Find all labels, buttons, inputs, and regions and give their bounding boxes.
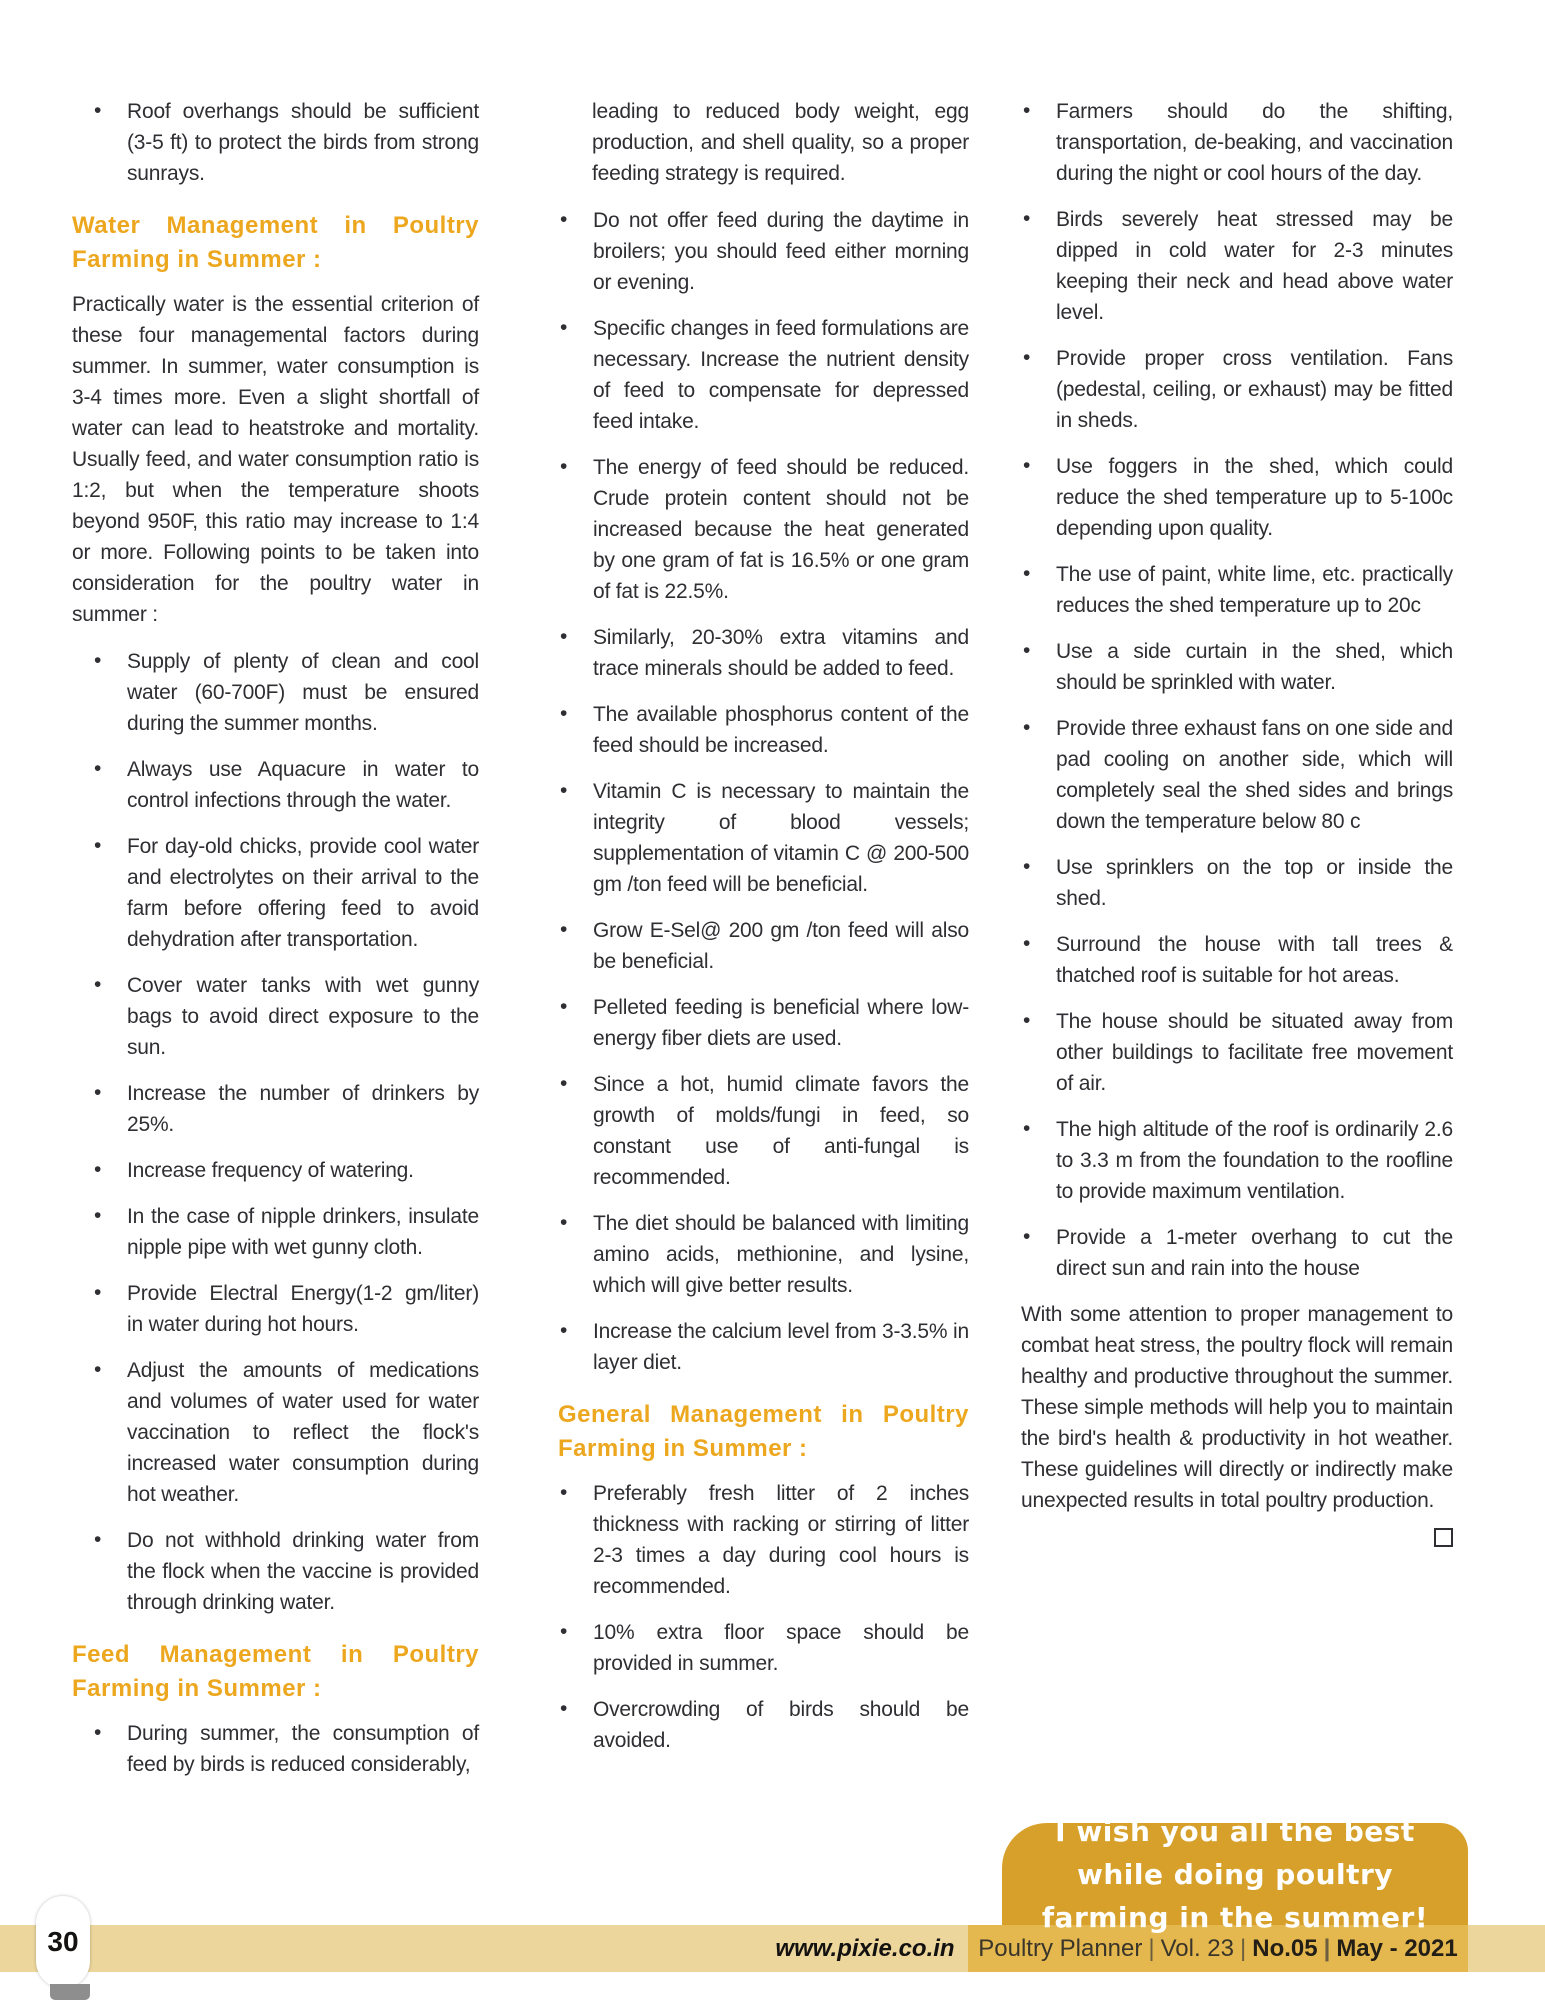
list-item: • Overcrowding of birds should be avoided. [558, 1694, 969, 1756]
bullet-icon [94, 830, 101, 861]
list-item: • Supply of plenty of clean and cool water (60-700F) must be ensured during the summer months. [72, 646, 479, 739]
bullet-icon [1023, 712, 1030, 743]
bullet-icon [94, 1077, 101, 1108]
bullet-icon [560, 991, 567, 1022]
list-item: • Do not offer feed during the daytime in broilers; you should feed either morning or evening. [558, 205, 969, 298]
bullet-icon [560, 1693, 567, 1724]
list-item: • The house should be situated away from other buildings to facilitate free movement of air. [1021, 1006, 1453, 1099]
list-item: • Farmers should do the shifting, transportation, de-beaking, and vaccination during the night or cool hours of the day. [1021, 96, 1453, 189]
feed-bullet-list [558, 205, 969, 1378]
water-bullet-list [72, 646, 479, 1618]
list-item: • Specific changes in feed formulations are necessary. Increase the nutrient density of feed to compensate for depressed feed intake. [558, 313, 969, 437]
list-item: • Use foggers in the shed, which could reduce the shed temperature up to 5-100c depending upon quality. [1021, 451, 1453, 544]
bullet-icon [560, 1068, 567, 1099]
general-bullet-list [1021, 96, 1453, 1284]
bullet-icon [560, 451, 567, 482]
bullet-icon [94, 1200, 101, 1231]
bullet-icon [94, 1354, 101, 1385]
list-item: • Cover water tanks with wet gunny bags to avoid direct exposure to the sun. [72, 970, 479, 1063]
list-item: • Birds severely heat stressed may be dipped in cold water for 2-3 minutes keeping their neck and head above water level. [1021, 204, 1453, 328]
bullet-icon [94, 1717, 101, 1748]
bullet-icon [94, 1277, 101, 1308]
bullet-icon [1023, 558, 1030, 589]
list-item: • Provide three exhaust fans on one side and pad cooling on another side, which will completely seal the shed sides and brings down the temperature below 80 c [1021, 713, 1453, 837]
bullet-icon [560, 698, 567, 729]
page-number-tab [36, 1896, 90, 1988]
page-number: 30 [47, 1926, 79, 1957]
bullet-icon [94, 1154, 101, 1185]
footer-journal-line: Poultry Planner | Vol. 23 | No.05 | May - 2021 [978, 1935, 1458, 1962]
bullet-icon [1023, 851, 1030, 882]
list-item: • During summer, the consumption of feed by birds is reduced considerably, [72, 1718, 479, 1780]
heading-general-management: General Management in Poultry Farming in Summer : [558, 1401, 969, 1462]
bullet-icon [560, 1477, 567, 1508]
bullet-icon [1023, 928, 1030, 959]
bullet-icon [1023, 1005, 1030, 1036]
bullet-icon [1023, 450, 1030, 481]
bullet-icon [1023, 635, 1030, 666]
bullet-icon [94, 969, 101, 1000]
list-item: • Increase frequency of watering. [72, 1155, 479, 1186]
journal-date: May - 2021 [1336, 1935, 1458, 1962]
journal-volume: Vol. 23 [1160, 1935, 1234, 1962]
roof-bullet-list [72, 96, 479, 189]
feed-bullet-list-start [72, 1718, 479, 1780]
column-1 [72, 96, 479, 1795]
bullet-icon [94, 1524, 101, 1555]
closing-paragraph-wrap [1021, 1299, 1453, 1516]
list-item: • Grow E-Sel@ 200 gm /ton feed will also be beneficial. [558, 915, 969, 977]
bullet-icon [1023, 203, 1030, 234]
list-item: • The high altitude of the roof is ordinarily 2.6 to 3.3 m from the foundation to the roofline to provide maximum ventilation. [1021, 1114, 1453, 1207]
list-item: • In the case of nipple drinkers, insulate nipple pipe with wet gunny cloth. [72, 1201, 479, 1263]
list-item: • Increase the number of drinkers by 25%. [72, 1078, 479, 1140]
list-item: • The diet should be balanced with limiting amino acids, methionine, and lysine, which will give better results. [558, 1208, 969, 1301]
bullet-icon [560, 775, 567, 806]
bullet-icon [560, 204, 567, 235]
column-2 [558, 96, 969, 1771]
bullet-icon [94, 753, 101, 784]
list-item: • Provide Electral Energy(1-2 gm/liter) in water during hot hours. [72, 1278, 479, 1340]
list-item: • Adjust the amounts of medications and volumes of water used for water vaccination to reflect the flock's increased water consumption during hot weather. [72, 1355, 479, 1510]
list-item: • Do not withhold drinking water from the flock when the vaccine is provided through drinking water. [72, 1525, 479, 1618]
bullet-icon [560, 1207, 567, 1238]
list-item: • Roof overhangs should be sufficient (3-5 ft) to protect the birds from strong sunrays. [72, 96, 479, 189]
list-item: • The energy of feed should be reduced. Crude protein content should not be increased because the heat generated by one gram of fat is 16.5% or one gram of fat is 22.5%. [558, 452, 969, 607]
bullet-icon [560, 1315, 567, 1346]
bullet-icon [560, 312, 567, 343]
footer-website: www.pixie.co.in [775, 1935, 955, 1962]
list-item: • For day-old chicks, provide cool water and electrolytes on their arrival to the farm before offering feed to avoid dehydration after transportation. [72, 831, 479, 955]
bullet-icon [94, 95, 101, 126]
bullet-icon [1023, 1113, 1030, 1144]
bullet-icon [560, 914, 567, 945]
journal-name: Poultry Planner [978, 1935, 1143, 1962]
water-intro-paragraph: Practically water is the essential criterion of these four managemental factors during summer. In summer, water consumption is 3-4 times more. Even a slight shortfall of water can lead to heatstroke and mortality. Usually feed, and water consumption ratio is 1:2, but when the temperature shoots beyond 950F, this ratio may increase to 1:4 or more. Following points to be taken into consideration for the poultry water in summer : [72, 293, 479, 626]
article-end-icon [1434, 1528, 1453, 1547]
list-item: • The available phosphorus content of the feed should be increased. [558, 699, 969, 761]
list-item: • Preferably fresh litter of 2 inches thickness with racking or stirring of litter 2-3 times a day during cool hours is recommended. [558, 1478, 969, 1602]
journal-issue: No.05 [1252, 1935, 1318, 1962]
list-item: • Surround the house with tall trees & thatched roof is suitable for hot areas. [1021, 929, 1453, 991]
bullet-icon [1023, 1221, 1030, 1252]
bullet-icon [1023, 342, 1030, 373]
closing-paragraph: With some attention to proper management to combat heat stress, the poultry flock will remain healthy and productive throughout the summer. These simple methods will help you to maintain the bird's health & productivity in hot weather. These guidelines will directly or indirectly make unexpected results in total poultry production. [1021, 1299, 1453, 1516]
list-item: • Vitamin C is necessary to maintain the integrity of blood vessels; supplementation of vitamin C @ 200-500 gm /ton feed will be beneficial. [558, 776, 969, 900]
list-item: • Similarly, 20-30% extra vitamins and trace minerals should be added to feed. [558, 622, 969, 684]
list-item: • Provide a 1-meter overhang to cut the direct sun and rain into the house [1021, 1222, 1453, 1284]
heading-feed-management: Feed Management in Poultry Farming in Summer : [72, 1641, 479, 1702]
list-item: • Pelleted feeding is beneficial where low-energy fiber diets are used. [558, 992, 969, 1054]
list-item: • The use of paint, white lime, etc. practically reduces the shed temperature up to 20c [1021, 559, 1453, 621]
callout-box [1002, 1814, 1468, 1934]
feed-continuation-paragraph: leading to reduced body weight, egg production, and shell quality, so a proper feeding strategy is required. [592, 100, 969, 185]
bullet-icon [94, 645, 101, 676]
list-item: • Since a hot, humid climate favors the growth of molds/fungi in feed, so constant use of anti-fungal is recommended. [558, 1069, 969, 1193]
bullet-icon [560, 1616, 567, 1647]
callout-text: I wish you all the best while doing poultry farming in the summer! [1041, 1814, 1429, 1934]
general-bullet-list-start [558, 1478, 969, 1756]
heading-water-management: Water Management in Poultry Farming in Summer : [72, 212, 479, 273]
bullet-icon [1023, 95, 1030, 126]
list-item: • Provide proper cross ventilation. Fans (pedestal, ceiling, or exhaust) may be fitted in sheds. [1021, 343, 1453, 436]
column-3 [1021, 96, 1453, 1547]
list-item: • Increase the calcium level from 3-3.5% in layer diet. [558, 1316, 969, 1378]
list-item: • 10% extra floor space should be provided in summer. [558, 1617, 969, 1679]
list-item: • Use a side curtain in the shed, which should be sprinkled with water. [1021, 636, 1453, 698]
bullet-icon [560, 621, 567, 652]
page-tab-gray-end [50, 1984, 90, 2000]
list-item: • Use sprinklers on the top or inside the shed. [1021, 852, 1453, 914]
list-item: • Always use Aquacure in water to control infections through the water. [72, 754, 479, 816]
